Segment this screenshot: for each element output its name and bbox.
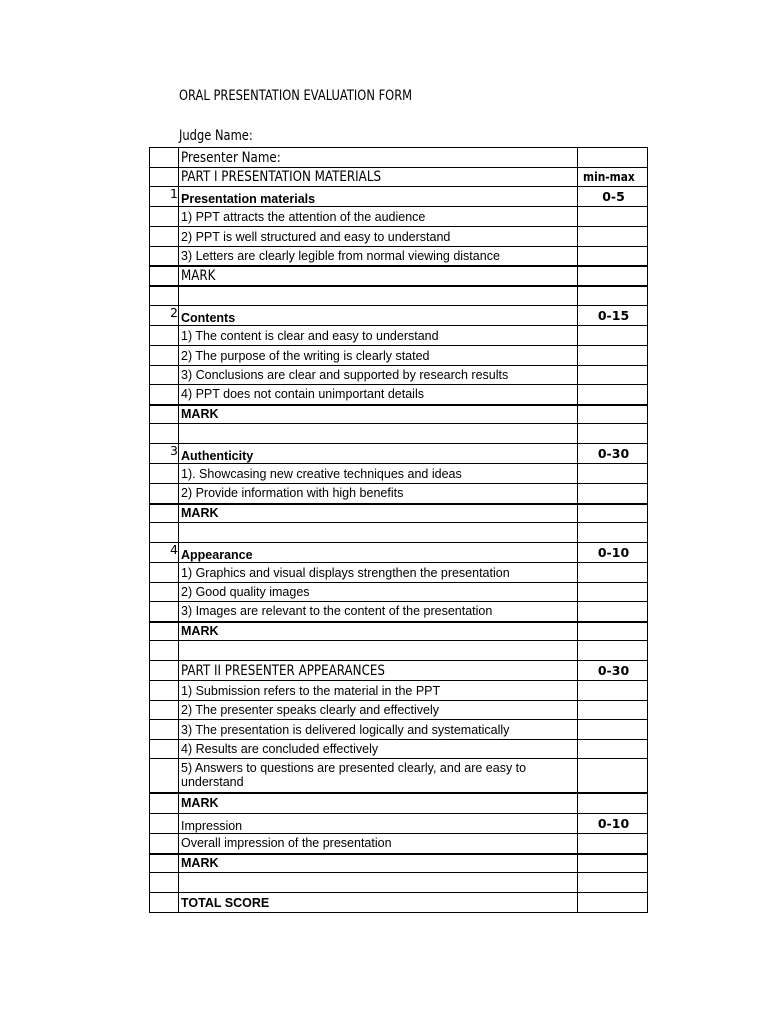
score-cell[interactable] bbox=[578, 583, 648, 602]
mark-label: MARK bbox=[179, 622, 578, 641]
spacer-row bbox=[150, 641, 648, 661]
score-cell[interactable] bbox=[578, 834, 648, 854]
criteria-row bbox=[150, 366, 648, 385]
criteria-row bbox=[150, 484, 648, 504]
criteria-row bbox=[150, 720, 648, 740]
presenter-name-field[interactable] bbox=[578, 148, 648, 168]
section-2-range: 0-15 bbox=[578, 306, 648, 326]
criterion-text-line-2: understand bbox=[181, 775, 244, 790]
score-cell[interactable] bbox=[578, 563, 648, 583]
criterion-text: 1) The content is clear and easy to understand bbox=[179, 326, 578, 346]
score-cell[interactable] bbox=[578, 385, 648, 405]
mark-label: MARK bbox=[179, 854, 578, 873]
criterion-text-line-1: 5) Answers to questions are presented clearly, and are easy to bbox=[181, 761, 527, 776]
spacer-row bbox=[150, 873, 648, 893]
impression-heading: Impression bbox=[179, 814, 578, 834]
score-cell[interactable] bbox=[578, 759, 648, 793]
criterion-text: 4) PPT does not contain unimportant details bbox=[179, 385, 578, 405]
criteria-row bbox=[150, 385, 648, 405]
criteria-row bbox=[150, 207, 648, 227]
mark-score-cell[interactable] bbox=[578, 504, 648, 523]
criterion-text: 3) Letters are clearly legible from normal viewing distance bbox=[179, 247, 578, 266]
mark-row bbox=[150, 266, 648, 286]
range-header: min-max bbox=[578, 168, 648, 187]
impression-range: 0-10 bbox=[578, 814, 648, 834]
criterion-text: 3) Images are relevant to the content of the presentation bbox=[179, 602, 578, 622]
part2-range: 0-30 bbox=[578, 661, 648, 681]
part2-heading: PART II PRESENTER APPEARANCES bbox=[179, 661, 578, 681]
score-cell[interactable] bbox=[578, 740, 648, 759]
mark-label: MARK bbox=[179, 793, 578, 814]
mark-label: MARK bbox=[179, 504, 578, 523]
score-cell[interactable] bbox=[578, 720, 648, 740]
criterion-text bbox=[179, 759, 578, 793]
score-cell[interactable] bbox=[578, 464, 648, 484]
mark-score-cell[interactable] bbox=[578, 266, 648, 286]
part1-header-row bbox=[150, 168, 648, 187]
total-row bbox=[150, 893, 648, 913]
criterion-text: 2) Provide information with high benefits bbox=[179, 484, 578, 504]
section-1-heading: Presentation materials bbox=[179, 187, 578, 207]
section-3-heading: Authenticity bbox=[179, 444, 578, 464]
judge-name-label: Judge Name: bbox=[179, 128, 253, 144]
score-cell[interactable] bbox=[578, 681, 648, 701]
mark-score-cell[interactable] bbox=[578, 405, 648, 424]
mark-score-cell[interactable] bbox=[578, 622, 648, 641]
presenter-name-label: Presenter Name: bbox=[179, 148, 578, 168]
spacer-row bbox=[150, 523, 648, 543]
criteria-row bbox=[150, 834, 648, 854]
criteria-row bbox=[150, 247, 648, 266]
score-cell[interactable] bbox=[578, 346, 648, 366]
criteria-row bbox=[150, 464, 648, 484]
criteria-row bbox=[150, 346, 648, 366]
mark-score-cell[interactable] bbox=[578, 793, 648, 814]
evaluation-table bbox=[149, 147, 648, 913]
criterion-text: 2) The purpose of the writing is clearly stated bbox=[179, 346, 578, 366]
mark-label: MARK bbox=[179, 266, 578, 286]
mark-row bbox=[150, 622, 648, 641]
section-2-heading: Contents bbox=[179, 306, 578, 326]
score-cell[interactable] bbox=[578, 701, 648, 720]
mark-score-cell[interactable] bbox=[578, 854, 648, 873]
mark-row bbox=[150, 854, 648, 873]
number-cell bbox=[150, 168, 179, 187]
score-cell[interactable] bbox=[578, 227, 648, 247]
spacer-row bbox=[150, 424, 648, 444]
score-cell[interactable] bbox=[578, 602, 648, 622]
section-1-heading-row bbox=[150, 187, 648, 207]
number-cell bbox=[150, 247, 179, 266]
criteria-row bbox=[150, 740, 648, 759]
impression-heading-row bbox=[150, 814, 648, 834]
criterion-text: 4) Results are concluded effectively bbox=[179, 740, 578, 759]
section-1-number: 1 bbox=[150, 187, 179, 207]
total-score-label: TOTAL SCORE bbox=[179, 893, 578, 913]
section-2-number: 2 bbox=[150, 306, 179, 326]
criterion-text: 1) Submission refers to the material in the PPT bbox=[179, 681, 578, 701]
criterion-text: 1) Graphics and visual displays strengthen the presentation bbox=[179, 563, 578, 583]
section-2-heading-row bbox=[150, 306, 648, 326]
criteria-row bbox=[150, 583, 648, 602]
criteria-row bbox=[150, 563, 648, 583]
part1-heading: PART I PRESENTATION MATERIALS bbox=[179, 168, 578, 187]
section-4-heading: Appearance bbox=[179, 543, 578, 563]
spacer-row bbox=[150, 286, 648, 306]
criterion-text: 2) The presenter speaks clearly and effectively bbox=[179, 701, 578, 720]
form-title: ORAL PRESENTATION EVALUATION FORM bbox=[179, 88, 413, 104]
mark-row bbox=[150, 504, 648, 523]
criterion-text: 1) PPT attracts the attention of the audience bbox=[179, 207, 578, 227]
number-cell bbox=[150, 148, 179, 168]
criteria-row bbox=[150, 681, 648, 701]
section-3-number: 3 bbox=[150, 444, 179, 464]
score-cell[interactable] bbox=[578, 247, 648, 266]
criteria-row bbox=[150, 227, 648, 247]
criterion-text: 3) Conclusions are clear and supported by research results bbox=[179, 366, 578, 385]
criteria-row bbox=[150, 701, 648, 720]
section-1-range: 0-5 bbox=[578, 187, 648, 207]
number-cell bbox=[150, 227, 179, 247]
criterion-text: 1). Showcasing new creative techniques and ideas bbox=[179, 464, 578, 484]
mark-row bbox=[150, 405, 648, 424]
part2-heading-row bbox=[150, 661, 648, 681]
number-cell bbox=[150, 266, 179, 286]
criterion-text: Overall impression of the presentation bbox=[179, 834, 578, 854]
section-3-heading-row bbox=[150, 444, 648, 464]
score-cell[interactable] bbox=[578, 366, 648, 385]
total-score-cell[interactable] bbox=[578, 893, 648, 913]
section-4-heading-row bbox=[150, 543, 648, 563]
section-4-range: 0-10 bbox=[578, 543, 648, 563]
score-cell[interactable] bbox=[578, 207, 648, 227]
mark-label: MARK bbox=[179, 405, 578, 424]
section-4-number: 4 bbox=[150, 543, 179, 563]
mark-row bbox=[150, 793, 648, 814]
criterion-text: 3) The presentation is delivered logically and systematically bbox=[179, 720, 578, 740]
number-cell bbox=[150, 207, 179, 227]
score-cell[interactable] bbox=[578, 484, 648, 504]
score-cell[interactable] bbox=[578, 326, 648, 346]
criterion-text: 2) PPT is well structured and easy to understand bbox=[179, 227, 578, 247]
criteria-row bbox=[150, 759, 648, 793]
presenter-row bbox=[150, 148, 648, 168]
section-3-range: 0-30 bbox=[578, 444, 648, 464]
criteria-row bbox=[150, 326, 648, 346]
criterion-text: 2) Good quality images bbox=[179, 583, 578, 602]
criteria-row bbox=[150, 602, 648, 622]
